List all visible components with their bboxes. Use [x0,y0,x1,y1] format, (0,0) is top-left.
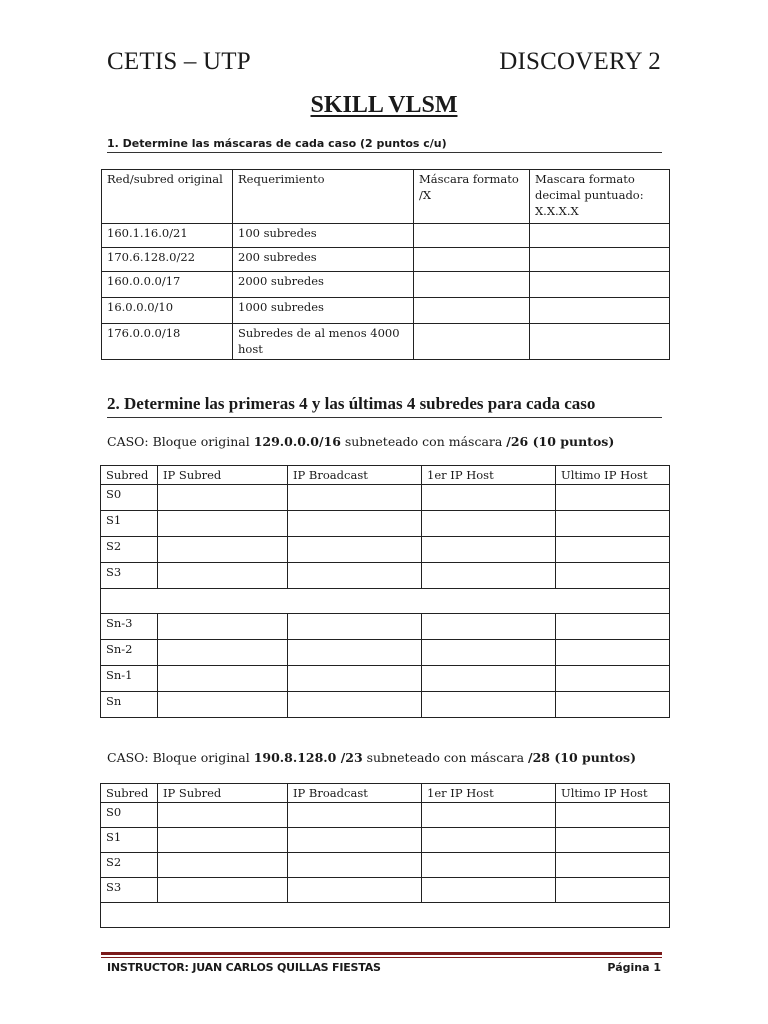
answer-cell[interactable] [158,878,288,903]
answer-cell[interactable] [422,666,556,692]
table-row [102,272,670,298]
answer-cell[interactable] [158,563,288,589]
subnet-table-2 [100,783,670,928]
answer-cell[interactable] [556,537,670,563]
caso-2-mask: /28 (10 puntos) [528,750,636,765]
answer-cell[interactable] [556,853,670,878]
answer-cell[interactable] [556,614,670,640]
page-title: SKILL VLSM [310,92,458,118]
subnet-label: S0 [101,803,158,828]
table-row [102,248,670,272]
col-header: Requerimiento [233,170,414,224]
header-right: DISCOVERY 2 [499,48,661,75]
question-1: 1. Determine las máscaras de cada caso (2 puntos c/u) [107,137,662,153]
answer-cell[interactable] [288,511,422,537]
table-row [101,614,670,640]
answer-cell[interactable] [530,248,670,272]
table-row [101,878,670,903]
table-row [101,692,670,718]
col-header: Subred [101,784,158,803]
answer-cell[interactable] [422,614,556,640]
answer-cell[interactable] [530,324,670,360]
col-header: Ultimo IP Host [556,466,670,485]
col-header: 1er IP Host [422,784,556,803]
caso-1-prefix: CASO: Bloque original [107,434,254,449]
answer-cell[interactable] [530,272,670,298]
footer-instructor: INSTRUCTOR: JUAN CARLOS QUILLAS FIESTAS [107,961,381,974]
mask-table-header [102,170,670,224]
gap-row [101,903,670,928]
col-header: 1er IP Host [422,466,556,485]
answer-cell[interactable] [422,537,556,563]
cell: 100 subredes [233,224,414,248]
subnet-table-header [101,466,670,485]
header-left: CETIS – UTP [107,48,251,75]
footer-rule-thick [101,952,662,955]
cell: 1000 subredes [233,298,414,324]
subnet-label: S2 [101,537,158,563]
col-header: Mascara formato decimal puntuado: X.X.X.X [530,170,670,224]
col-header: Red/subred original [102,170,233,224]
answer-cell[interactable] [556,692,670,718]
answer-cell[interactable] [414,248,530,272]
table-row [101,563,670,589]
subnet-label: Sn [101,692,158,718]
answer-cell[interactable] [158,828,288,853]
table-row [101,511,670,537]
answer-cell[interactable] [158,640,288,666]
answer-cell[interactable] [158,853,288,878]
subnet-label: S1 [101,511,158,537]
table-row [102,298,670,324]
answer-cell[interactable] [422,563,556,589]
col-header: IP Broadcast [288,784,422,803]
answer-cell[interactable] [422,853,556,878]
cell: 160.1.16.0/21 [102,224,233,248]
table-row [102,224,670,248]
table-row [101,828,670,853]
table-row [101,485,670,511]
answer-cell[interactable] [422,485,556,511]
col-header: IP Subred [158,784,288,803]
answer-cell[interactable] [422,878,556,903]
answer-cell[interactable] [530,224,670,248]
cell: 2000 subredes [233,272,414,298]
answer-cell[interactable] [556,666,670,692]
col-header: Subred [101,466,158,485]
caso-2-prefix: CASO: Bloque original [107,750,254,765]
col-header: IP Subred [158,466,288,485]
cell: 160.0.0.0/17 [102,272,233,298]
subnet-label: S3 [101,563,158,589]
answer-cell[interactable] [158,803,288,828]
answer-cell[interactable] [288,828,422,853]
answer-cell[interactable] [288,614,422,640]
answer-cell[interactable] [288,878,422,903]
answer-cell[interactable] [556,511,670,537]
subnet-label: S1 [101,828,158,853]
answer-cell[interactable] [556,563,670,589]
caso-1-label [107,434,614,449]
subnet-label: S3 [101,878,158,903]
caso-2-label [107,750,636,765]
answer-cell[interactable] [414,272,530,298]
answer-cell[interactable] [288,692,422,718]
question-2: 2. Determine las primeras 4 y las últimas 4 subredes para cada caso [107,394,662,418]
answer-cell[interactable] [288,563,422,589]
subnet-label: S2 [101,853,158,878]
caso-1-mid: subneteado con máscara [340,434,507,449]
table-row [101,537,670,563]
cell: 16.0.0.0/10 [102,298,233,324]
subnet-label: S0 [101,485,158,511]
table-row [101,853,670,878]
footer-page-number: Página 1 [607,961,661,974]
answer-cell[interactable] [158,692,288,718]
table-row [101,640,670,666]
col-header: Ultimo IP Host [556,784,670,803]
cell: 176.0.0.0/18 [102,324,233,360]
answer-cell[interactable] [422,640,556,666]
answer-cell[interactable] [158,537,288,563]
cell: 170.6.128.0/22 [102,248,233,272]
answer-cell[interactable] [422,692,556,718]
answer-cell[interactable] [288,853,422,878]
answer-cell[interactable] [158,614,288,640]
answer-cell[interactable] [556,878,670,903]
subnet-label: Sn-2 [101,640,158,666]
answer-cell[interactable] [556,803,670,828]
answer-cell[interactable] [288,666,422,692]
subnet-label: Sn-1 [101,666,158,692]
footer-rule-thin [101,957,662,958]
answer-cell[interactable] [414,324,530,360]
answer-cell[interactable] [530,298,670,324]
answer-cell[interactable] [422,803,556,828]
answer-cell[interactable] [414,224,530,248]
answer-cell[interactable] [288,485,422,511]
table-row [101,803,670,828]
gap-cell [101,903,670,928]
answer-cell[interactable] [556,485,670,511]
mask-table [101,169,670,360]
table-row [101,666,670,692]
cell: 200 subredes [233,248,414,272]
answer-cell[interactable] [556,828,670,853]
cell: Subredes de al menos 4000 host [233,324,414,360]
caso-1-mask: /26 (10 puntos) [506,434,615,449]
col-header: Máscara formato /X [414,170,530,224]
answer-cell[interactable] [556,640,670,666]
subnet-table-header [101,784,670,803]
answer-cell[interactable] [158,511,288,537]
caso-1-block: 129.0.0.0/16 [253,434,341,449]
answer-cell[interactable] [158,666,288,692]
answer-cell[interactable] [288,537,422,563]
answer-cell[interactable] [158,485,288,511]
subnet-label: Sn-3 [101,614,158,640]
answer-cell[interactable] [422,828,556,853]
caso-2-mid: subneteado con máscara [362,750,529,765]
answer-cell[interactable] [422,511,556,537]
col-header: IP Broadcast [288,466,422,485]
answer-cell[interactable] [288,803,422,828]
gap-cell [101,589,670,614]
answer-cell[interactable] [414,298,530,324]
subnet-table-1 [100,465,670,718]
table-row [102,324,670,360]
gap-row [101,589,670,614]
caso-2-block: 190.8.128.0 /23 [253,750,363,765]
answer-cell[interactable] [288,640,422,666]
